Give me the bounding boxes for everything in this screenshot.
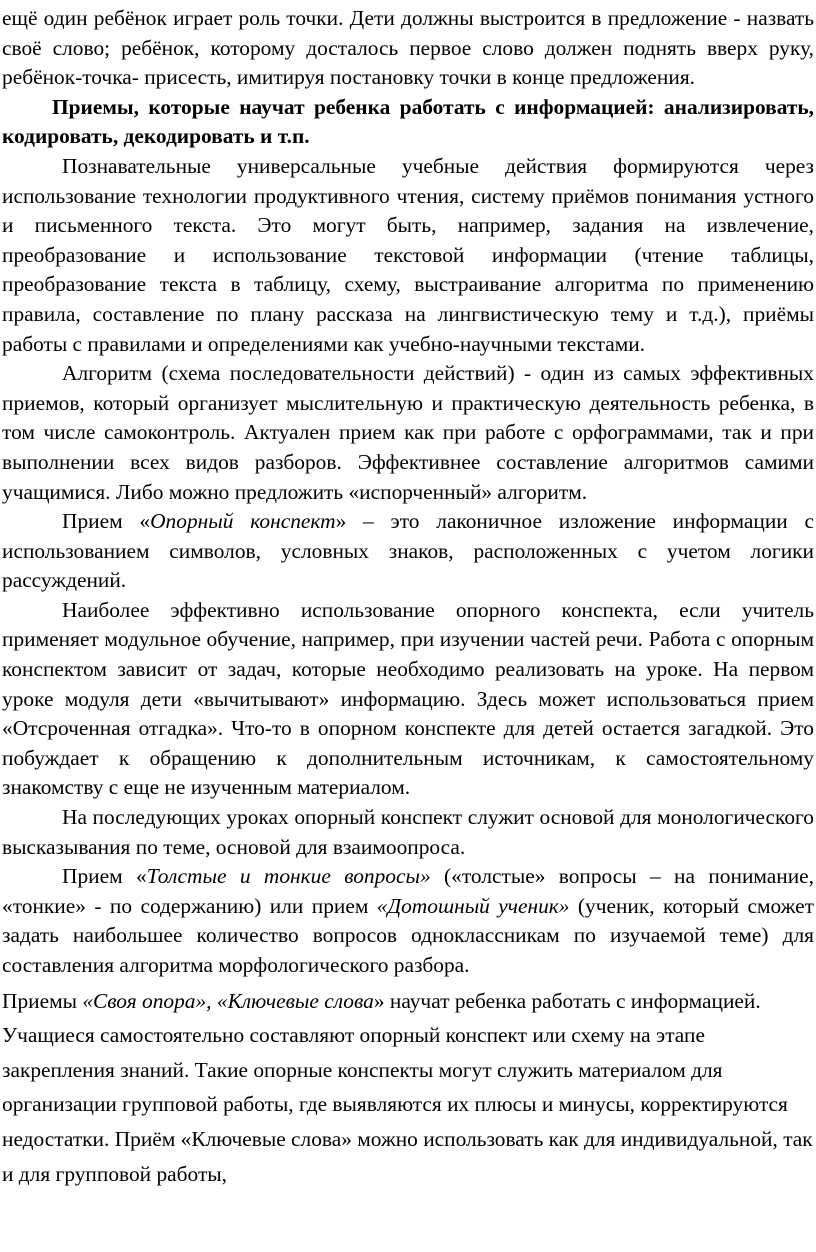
paragraph-algorithm: Алгоритм (схема последовательности действий) - один из самых эффективных приемов, который организует мыслительную и практическую деятельность ребенка, в том числе самоконтроль. Актуален прием как при работе с орфограммами, так и при выполнении всех видов разборов. Эффективнее составление алгоритмов самими учащимися. Либо можно предложить «испорченный» алгоритм.	[2, 361, 814, 504]
section-heading: Приемы, которые научат ребенка работать с информацией: анализировать, кодировать, декодировать и т.п.	[2, 94, 814, 149]
paragraph-questions-technique: Прием «Толстые и тонкие вопросы» («толстые» вопросы – на понимание, «тонкие» - по содержанию) или прием «Дотошный ученик» (ученик, который сможет задать наибольшее количество вопросов одноклассникам по изучаемой теме) для составления алгоритма морфологического разбора.	[2, 864, 815, 977]
paragraph-intro-continuation: ещё один ребёнок играет роль точки. Дети должны выстроится в предложение - назвать своё слово; ребёнок, которому досталось первое слово должен поднять вверх руку, ребёнок-точка- присесть, имитируя постановку точки в конце предложения.	[2, 6, 814, 90]
paragraph-modular-learning: Наиболее эффективно использование опорного конспекта, если учитель применяет модульное обучение, например, при изучении частей речи. Работа с опорным конспектом зависит от задач, которые необходимо реализовать на уроке. На первом уроке модуля дети «вычитывают» информацию. Здесь может использоваться прием «Отсроченная отгадка». Что-то в опорном конспекте для детей остается загадкой. Это побуждает к обращению к дополнительным источникам, к самостоятельному знакомству с еще не изученным материалом.	[2, 597, 814, 800]
paragraph-cognitive-actions: Познавательные универсальные учебные действия формируются через использование технологии продуктивного чтения, систему приёмов понимания устного и письменного текста. Это могут быть, например, задания на извлечение, преобразование и использование текстовой информации (чтение таблицы, преобразование текста в таблицу, схему, выстраивание алгоритма по применению правила, составление по плану рассказа на лингвистическую тему и т.д.), приёмы работы с правилами и определениями как учебно-научными текстами.	[2, 153, 814, 356]
paragraph-support-summary: Прием «Опорный конспект» – это лаконичное изложение информации с использованием символов, условных знаков, расположенных с учетом логики рассуждений.	[2, 509, 814, 593]
paragraph-key-words: Приемы «Своя опора», «Ключевые слова» научат ребенка работать с информацией. Учащиеся самостоятельно составляют опорный конспект или схему на этапе закрепления знаний. Такие опорные конспекты могут служить материалом для организации групповой работы, где выявляются их плюсы и минусы, корректируются недостатки. Приём «Ключевые слова» можно использовать как для индивидуальной, так и для групповой работы,	[2, 988, 813, 1186]
paragraph-next-lessons: На последующих уроках опорный конспект служит основой для монологического высказывания по теме, основой для взаимоопроса.	[2, 805, 814, 859]
